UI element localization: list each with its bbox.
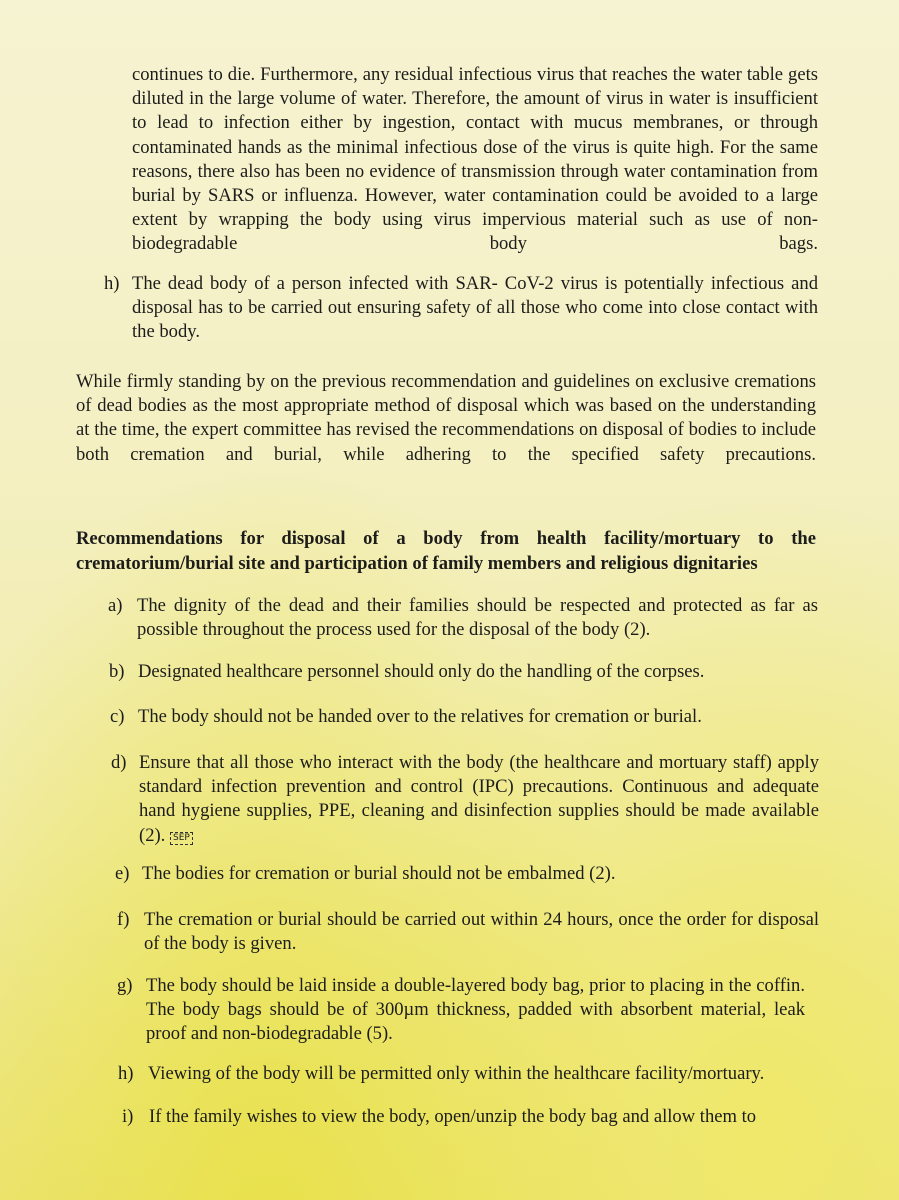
- recommendation-b-text: Designated healthcare personnel should only do the handling of the corpses.: [138, 661, 705, 682]
- recommendation-d-text: Ensure that all those who interact with the body (the healthcare and mortuary staff) apply standard infection prevention and control (IPC) precautions. Continuous and adequate hand hygiene supplies, PPE, cleaning and disinfection supplies should be made available (2).: [139, 752, 819, 846]
- recommendation-c-label: c): [110, 706, 125, 727]
- recommendation-h-text: Viewing of the body will be permitted only within the healthcare facility/mortuary.: [148, 1063, 765, 1084]
- recommendation-c: [110, 705, 818, 729]
- recommendation-b-label: b): [109, 661, 125, 682]
- recommendation-f: [117, 908, 819, 956]
- recommendation-g: [117, 974, 805, 1047]
- recommendation-a-label: a): [108, 595, 123, 616]
- recommendation-h-label: h): [118, 1063, 134, 1084]
- point-h-label: h): [104, 273, 120, 294]
- recommendation-d: [111, 751, 819, 848]
- recommendation-b: [109, 660, 818, 684]
- recommendation-e-text: The bodies for cremation or burial should not be embalmed (2).: [142, 863, 616, 884]
- recommendation-g-text: The body should be laid inside a double-layered body bag, prior to placing in the coffin. The body bags should be of 300µm thickness, padded with absorbent material, leak proof and non-biodegradable (5).: [146, 975, 805, 1045]
- recommendation-f-text: The cremation or burial should be carried out within 24 hours, once the order for disposal of the body is given.: [144, 909, 819, 955]
- recommendation-i: [122, 1105, 812, 1129]
- recommendation-a: [108, 594, 818, 642]
- sep-marker: SEP: [170, 832, 193, 845]
- recommendation-i-text: If the family wishes to view the body, open/unzip the body bag and allow them to: [149, 1106, 757, 1127]
- recommendation-e-label: e): [115, 863, 130, 884]
- point-h-text: The dead body of a person infected with SAR- CoV-2 virus is potentially infectious and disposal has to be carried out ensuring safety of all those who come into close contact with the body.: [132, 273, 818, 343]
- section-heading: Recommendations for disposal of a body from health facility/mortuary to the crematorium/burial site and participation of family members and religious dignitaries: [76, 528, 816, 574]
- recommendation-f-label: f): [117, 909, 130, 930]
- recommendation-h: [118, 1062, 808, 1086]
- recommendation-i-label: i): [122, 1106, 134, 1127]
- point-h-item: [104, 272, 818, 345]
- intro-continuation-paragraph: continues to die. Furthermore, any residual infectious virus that reaches the water table gets diluted in the large volume of water. Therefore, the amount of virus in water is insufficient to lead to infection either by ingestion, contact with mucus membranes, or through contaminated hands as the minimal infectious dose of the virus is quite high. For the same reasons, there also has been no evidence of transmission through water contamination from burial by SARS or influenza. However, water contamination could be avoided to a large extent by wrapping the body using virus impervious material such as use of non-biodegradable body bags.: [132, 64, 818, 255]
- recommendation-e: [115, 862, 819, 886]
- recommendation-d-text-block: [139, 751, 819, 848]
- recommendation-a-text: The dignity of the dead and their families should be respected and protected as far as possible throughout the process used for the disposal of the body (2).: [137, 595, 818, 641]
- recommendation-c-text: The body should not be handed over to the relatives for cremation or burial.: [138, 706, 702, 727]
- recommendation-d-label: d): [111, 752, 127, 773]
- statement-paragraph: While firmly standing by on the previous recommendation and guidelines on exclusive cremations of dead bodies as the most appropriate method of disposal which was based on the understanding at the time, the expert committee has revised the recommendations on disposal of bodies to include both cremation and burial, while adhering to the specified safety precautions.: [76, 371, 816, 465]
- recommendation-g-label: g): [117, 975, 133, 996]
